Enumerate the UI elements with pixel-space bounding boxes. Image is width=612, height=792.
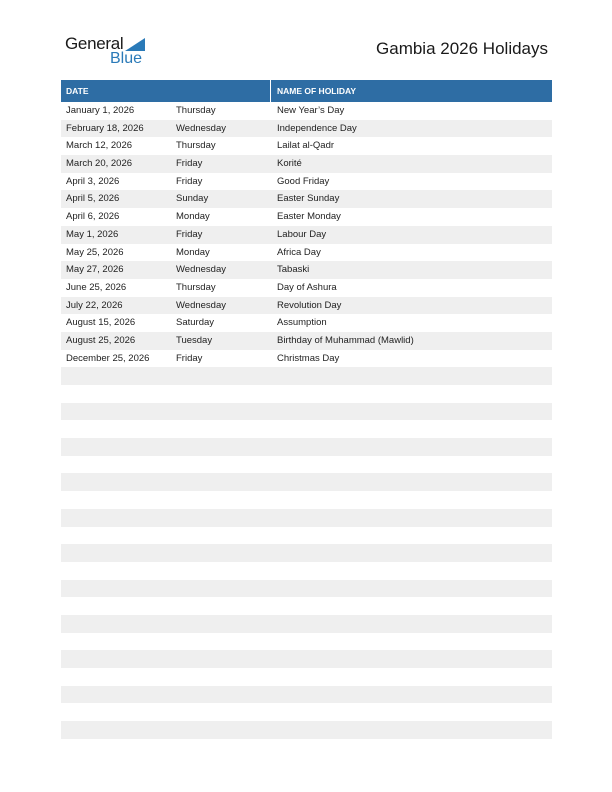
cell-day: Wednesday <box>176 299 226 311</box>
table-row <box>61 297 552 315</box>
table-row <box>61 438 552 456</box>
generalblue-logo <box>65 34 155 68</box>
table-row <box>61 562 552 580</box>
table-row <box>61 456 552 474</box>
table-row <box>61 650 552 668</box>
cell-date: June 25, 2026 <box>66 281 127 293</box>
table-row <box>61 137 552 155</box>
table-row <box>61 350 552 368</box>
cell-holiday-name: Easter Monday <box>277 211 341 223</box>
table-row <box>61 615 552 633</box>
table-row <box>61 155 552 173</box>
cell-date: August 25, 2026 <box>66 334 136 346</box>
table-row <box>61 703 552 721</box>
table-row <box>61 686 552 704</box>
cell-holiday-name: Birthday of Muhammad (Mawlid) <box>277 334 414 346</box>
cell-date: February 18, 2026 <box>66 122 144 134</box>
table-row <box>61 544 552 562</box>
cell-day: Thursday <box>176 281 216 293</box>
table-row <box>61 420 552 438</box>
table-row <box>61 261 552 279</box>
table-header <box>61 80 552 102</box>
header-divider <box>270 80 271 102</box>
cell-date: August 15, 2026 <box>66 317 136 329</box>
cell-day: Sunday <box>176 193 209 205</box>
cell-holiday-name: Day of Ashura <box>277 281 337 293</box>
cell-day: Friday <box>176 175 203 187</box>
table-row <box>61 509 552 527</box>
cell-date: April 5, 2026 <box>66 193 120 205</box>
table-row <box>61 102 552 120</box>
cell-date: January 1, 2026 <box>66 105 135 116</box>
table-row <box>61 279 552 297</box>
cell-holiday-name: Revolution Day <box>277 299 342 311</box>
cell-day: Thursday <box>176 140 216 152</box>
cell-day: Monday <box>176 246 210 258</box>
logo-general-text: General <box>65 34 124 53</box>
table-row <box>61 332 552 350</box>
cell-day: Wednesday <box>176 264 226 276</box>
table-row <box>61 491 552 509</box>
table-row <box>61 633 552 651</box>
table-body <box>61 102 552 739</box>
cell-holiday-name: Tabaski <box>277 264 310 276</box>
table-row <box>61 208 552 226</box>
cell-holiday-name: Assumption <box>277 317 327 329</box>
table-row <box>61 173 552 191</box>
table-row <box>61 580 552 598</box>
cell-day: Saturday <box>176 317 215 329</box>
cell-date: April 3, 2026 <box>66 175 120 187</box>
cell-day: Monday <box>176 211 210 223</box>
cell-holiday-name: Christmas Day <box>277 352 340 364</box>
table-row <box>61 190 552 208</box>
table-row <box>61 721 552 739</box>
holiday-table <box>61 80 552 739</box>
cell-holiday-name: Korité <box>277 158 302 170</box>
logo-blue-text: Blue <box>110 50 143 67</box>
table-row <box>61 403 552 421</box>
cell-holiday-name: Labour Day <box>277 228 327 240</box>
cell-date: May 27, 2026 <box>66 264 124 276</box>
cell-day: Friday <box>176 228 203 240</box>
cell-date: April 6, 2026 <box>66 211 120 223</box>
header-holiday-name: NAME OF HOLIDAY <box>277 86 357 96</box>
cell-day: Thursday <box>176 105 216 116</box>
cell-date: December 25, 2026 <box>66 352 150 364</box>
cell-day: Friday <box>176 158 203 170</box>
cell-day: Wednesday <box>176 122 226 134</box>
table-row <box>61 385 552 403</box>
cell-date: May 1, 2026 <box>66 228 119 240</box>
table-row <box>61 527 552 545</box>
cell-holiday-name: Africa Day <box>277 246 321 258</box>
cell-holiday-name: Independence Day <box>277 122 357 134</box>
cell-holiday-name: Good Friday <box>277 175 330 187</box>
cell-day: Tuesday <box>176 334 213 346</box>
cell-holiday-name: Lailat al-Qadr <box>277 140 335 152</box>
table-row <box>61 244 552 262</box>
table-row <box>61 473 552 491</box>
table-row <box>61 314 552 332</box>
cell-holiday-name: New Year’s Day <box>277 105 345 116</box>
cell-holiday-name: Easter Sunday <box>277 193 340 205</box>
cell-date: May 25, 2026 <box>66 246 124 258</box>
table-row <box>61 120 552 138</box>
cell-date: July 22, 2026 <box>66 299 123 311</box>
table-row <box>61 668 552 686</box>
cell-date: March 12, 2026 <box>66 140 133 152</box>
table-row <box>61 226 552 244</box>
table-row <box>61 367 552 385</box>
cell-day: Friday <box>176 352 203 364</box>
header-date: DATE <box>66 86 89 96</box>
cell-date: March 20, 2026 <box>66 158 133 170</box>
page-title: Gambia 2026 Holidays <box>376 39 548 58</box>
table-row <box>61 597 552 615</box>
